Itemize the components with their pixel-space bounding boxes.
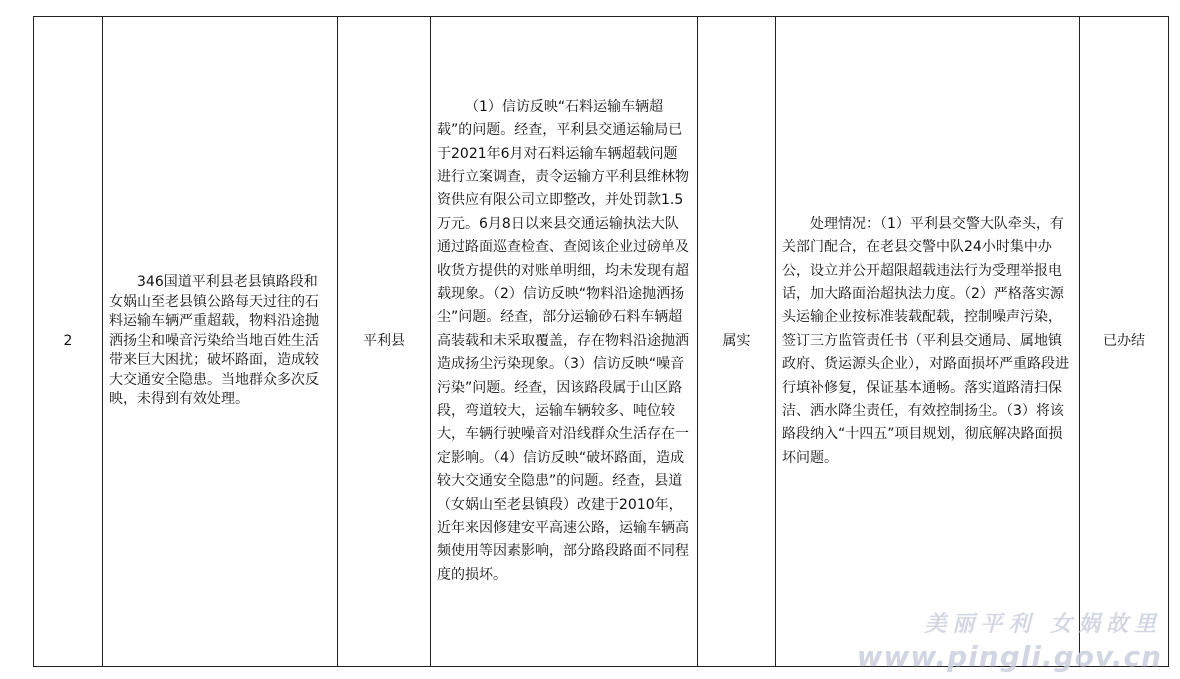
- case-number: 2: [34, 17, 103, 667]
- case-description-cell: [103, 17, 338, 667]
- case-table: [33, 16, 1169, 667]
- investigation-findings-cell: [431, 17, 698, 667]
- watermark-url: www.pingli.gov.cn: [856, 640, 1162, 673]
- completion-status: 已办结: [1080, 17, 1169, 667]
- handling-measures: 处理情况：（1）平利县交警大队牵头，有关部门配合，在老县交警中队24小时集中办公，设立并公开超限超载违法行为受理举报电话，加大路面治超执法力度。（2）严格落实源头运输企业按标准装载配载，控制噪声污染，签订三方监管责任书（平利县交通局、属地镇政府、货运源头企业），对路面损坏严重路段进行填补修复，保证基本通畅。落实道路清扫保洁、洒水降尘责任，有效控制扬尘。（3）将该路段纳入“十四五”项目规划，彻底解决路面损坏问题。: [782, 215, 1069, 466]
- table-row: [34, 17, 1169, 667]
- watermark-slogan: 美丽平利 女娲故里: [924, 611, 1162, 637]
- handling-measures-cell: [776, 17, 1080, 667]
- responsible-county: 平利县: [338, 17, 431, 667]
- investigation-findings: （1）信访反映“石料运输车辆超载”的问题。经查，平利县交通运输局已于2021年6月对石料运输车辆超载问题进行立案调查，责令运输方平利县维林物资供应有限公司立即整改，并处罚款1.5万元。6月8日以来县交通运输执法大队通过路面巡查检查、查阅该企业过磅单及收货方提供的对账单明细，均未发现有超载现象。（2）信访反映“物料沿途抛洒扬尘”问题。经查，部分运输砂石料车辆超高装载和未采取覆盖，存在物料沿途抛洒造成扬尘污染现象。（3）信访反映“噪音污染”问题。经查，因该路段属于山区路段，弯道较大，运输车辆较多、吨位较大，车辆行驶噪音对沿线群众生活存在一定影响。（4）信访反映“破坏路面，造成较大交通安全隐患”的问题。经查，县道（女娲山至老县镇段）改建于2010年，近年来因修建安平高速公路，运输车辆高频使用等因素影响，部分路段路面不同程度的损坏。: [437, 98, 689, 583]
- case-description: 346国道平利县老县镇路段和女娲山至老县镇公路每天过往的石料运输车辆严重超载，物料沿途抛洒扬尘和噪音污染给当地百姓生活带来巨大困扰；破坏路面，造成较大交通安全隐患。当地群众多次反映，未得到有效处理。: [109, 273, 319, 408]
- verification-result: 属实: [698, 17, 776, 667]
